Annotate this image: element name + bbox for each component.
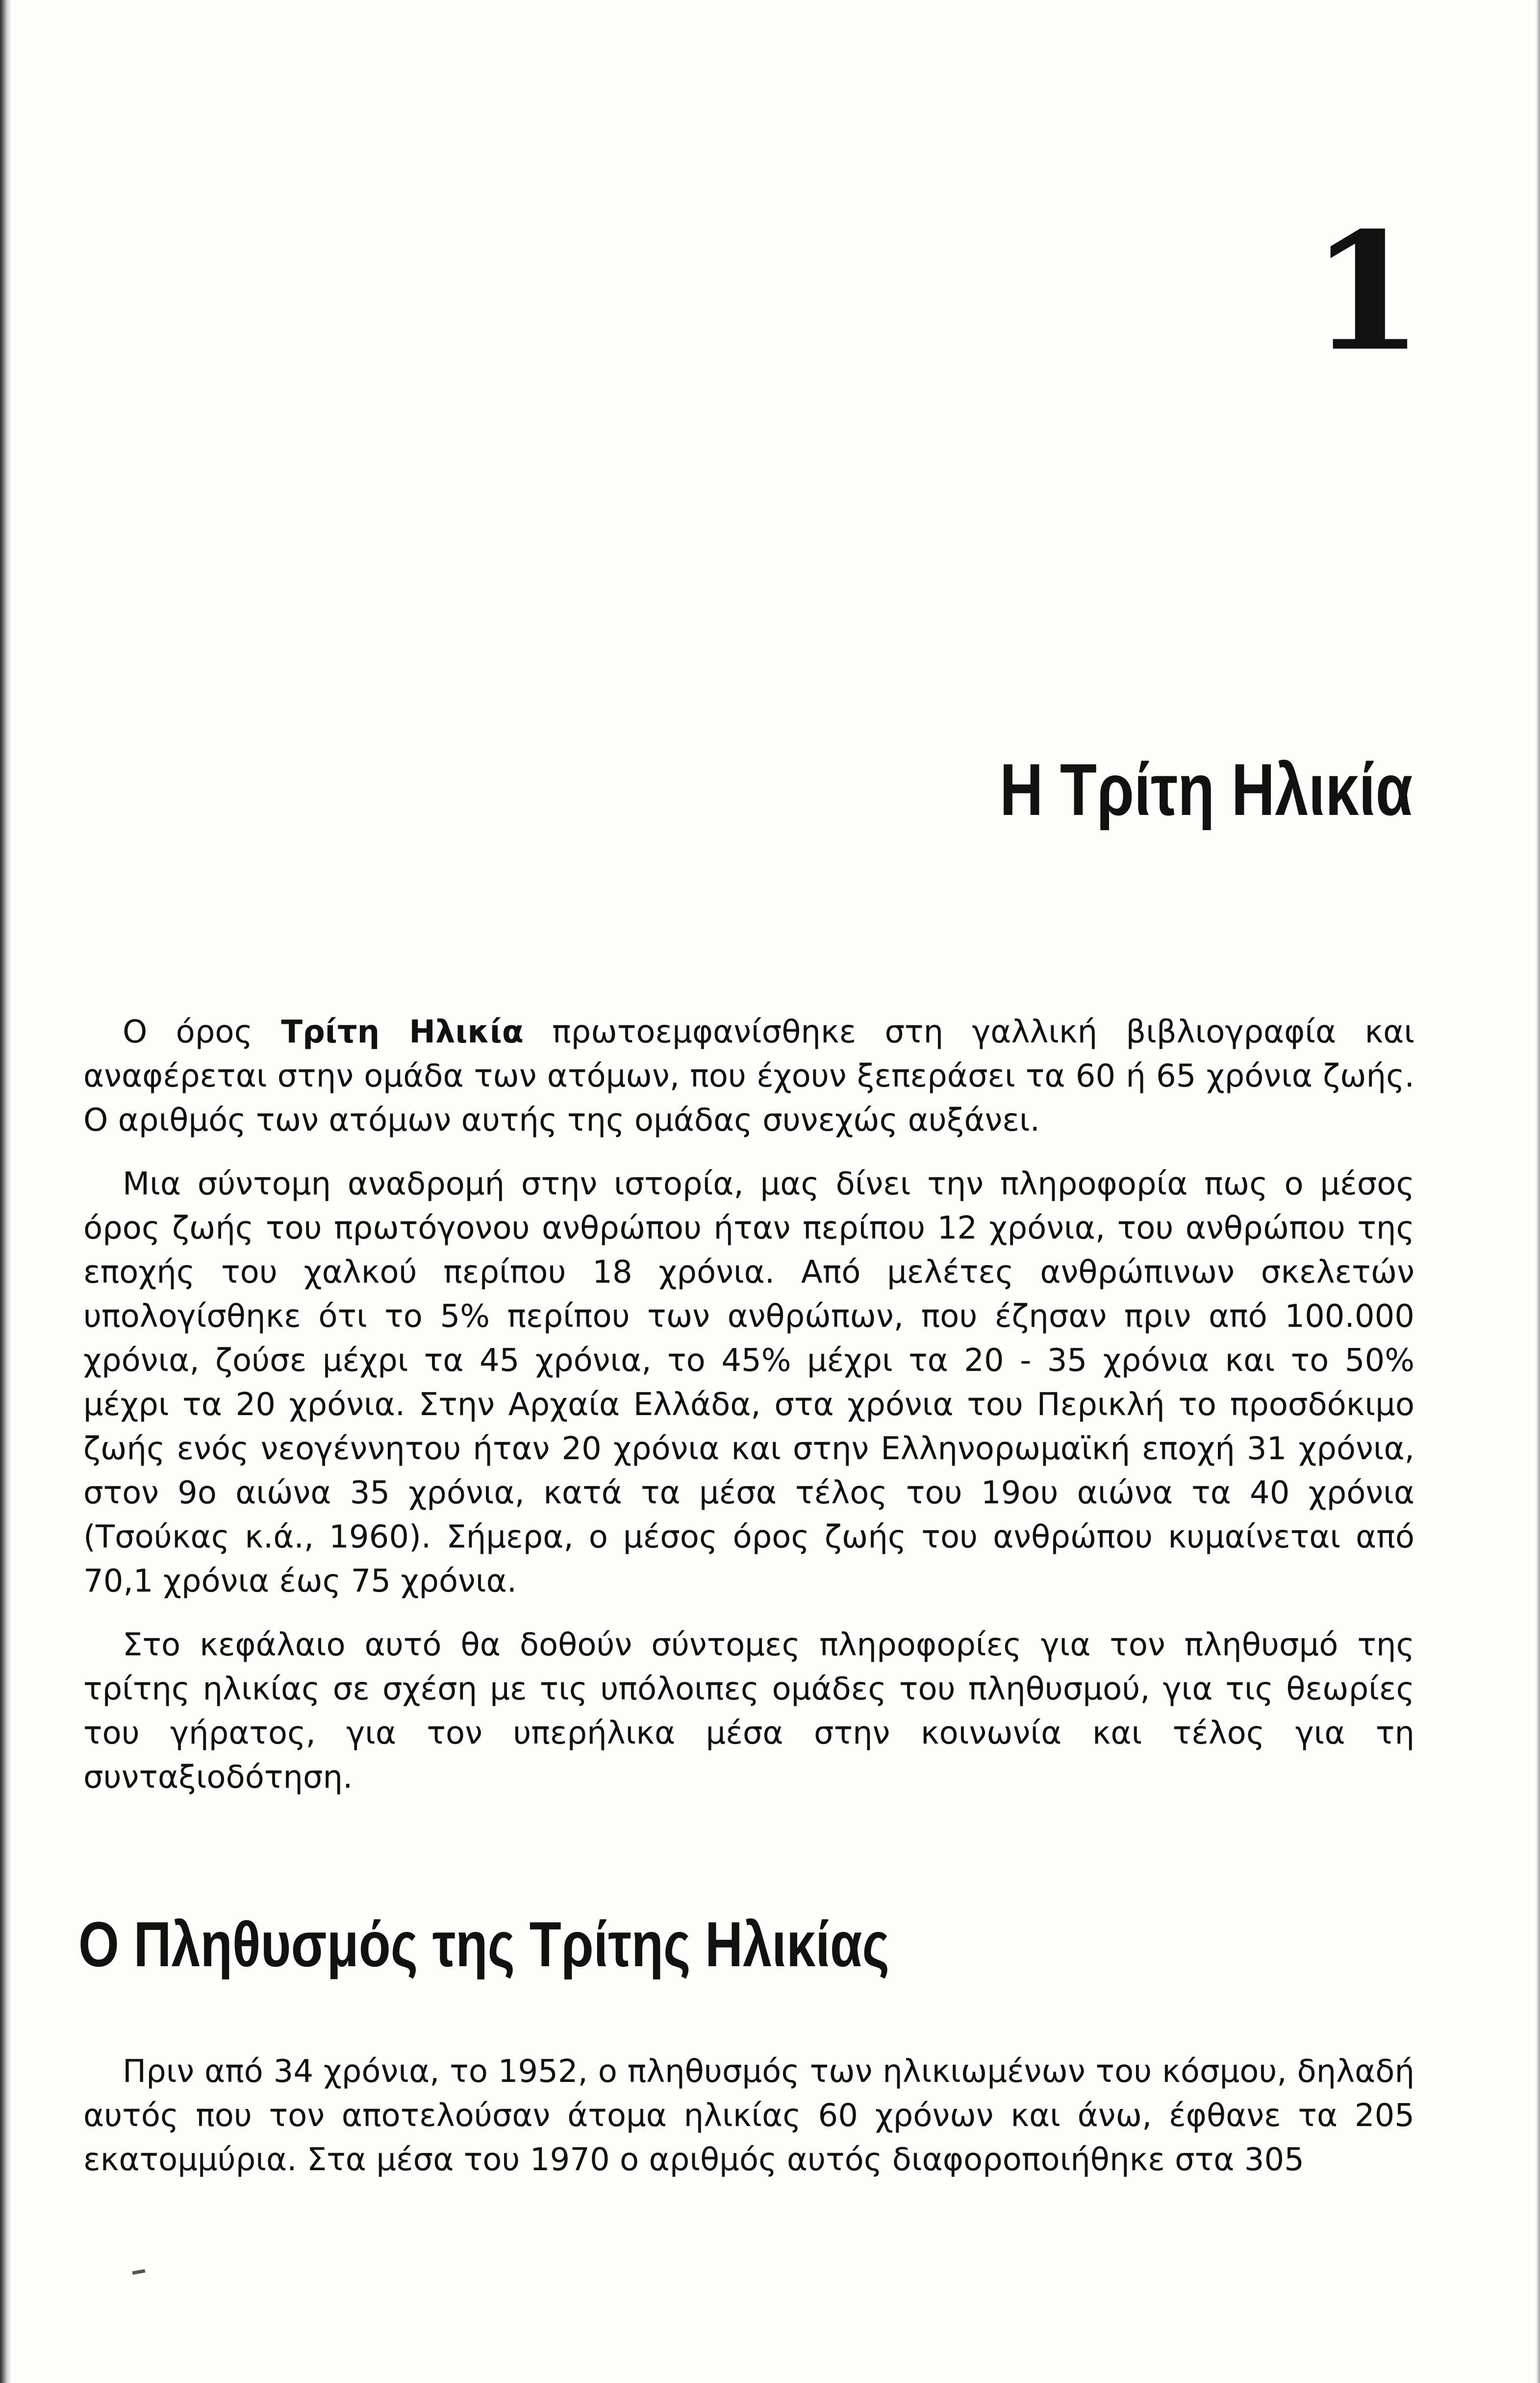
chapter-number: 1: [1311, 197, 1423, 387]
intro-paragraph-2: Μια σύντομη αναδρομή στην ιστορία, μας δίνει την πληροφορία πως ο μέσος όρος ζωής του πρωτόγονου ανθρώπου ήταν περίπου 12 χρόνια, του ανθρώπου της εποχής του χαλκού περίπου 18 χρόνια. Από μελέτες ανθρώπινων σκελετών υπολογίσθηκε ότι το 5% περίπου των ανθρώπων, που έζησαν πριν από 100.000 χρόνια, ζούσε μέχρι τα 45 χρόνια, το 45% μέχρι τα 20 - 35 χρόνια και το 50% μέχρι τα 20 χρόνια. Στην Αρχαία Ελλάδα, στα χρόνια του Περικλή το προσδόκιμο ζωής ενός νεογέννητου ήταν 20 χρόνια και στην Ελληνορωμαϊκή εποχή 31 χρόνια, στον 9ο αιώνα 35 χρόνια, κατά τα μέσα τέλος του 19ου αιώνα τα 40 χρόνια (Τσούκας κ.ά., 1960). Σήμερα, ο μέσος όρος ζωής του ανθρώπου κυμαίνεται από 70,1 χρόνια έως 75 χρόνια.: [83, 1166, 1414, 1599]
intro-paragraph-1-lead: Ο όρος: [123, 1014, 253, 1050]
page-right-edge: [1535, 0, 1540, 2383]
page-binding-edge: [0, 0, 11, 2383]
chapter-title: Η Τρίτη Ηλικία: [999, 748, 1413, 831]
section-title: Ο Πληθυσμός της Τρίτης Ηλικίας: [78, 1908, 889, 1980]
intro-paragraph-3: Στο κεφάλαιο αυτό θα δοθούν σύντομες πληροφορίες για τον πληθυσμό της τρίτης ηλικίας σε σχέση με τις υπόλοιπες ομάδες του πληθυσμού, για τις θεωρίες του γήρατος, για τον υπερήλικα μέσα στην κοινωνία και τέλος για τη συνταξιοδότηση.: [83, 1627, 1414, 1796]
chapter-intro: [83, 1010, 1414, 1819]
scan-mark: [132, 2269, 146, 2275]
term-third-age: Τρίτη Ηλικία: [281, 1014, 524, 1050]
section-paragraph-1: Πριν από 34 χρόνια, το 1952, ο πληθυσμός των ηλικιωμένων του κόσμου, δηλαδή αυτός που τον αποτελούσαν άτομα ηλικίας 60 χρόνων και άνω, έφθανε τα 205 εκατομμύρια. Στα μέσα του 1970 ο αριθμός αυτός διαφοροποιήθηκε στα 305: [83, 2053, 1414, 2178]
intro-paragraph-1-rest: πρωτοεμφανίσθηκε στη γαλλική βιβλιογραφία και αναφέρεται στην ομάδα των ατόμων, που έχουν ξεπεράσει τα 60 ή 65 χρόνια ζωής. Ο αριθμός των ατόμων αυτής της ομάδας συνεχώς αυξάνει.: [83, 1014, 1415, 1139]
section-body: [83, 2050, 1414, 2202]
intro-paragraph-1: [83, 1010, 1414, 1142]
